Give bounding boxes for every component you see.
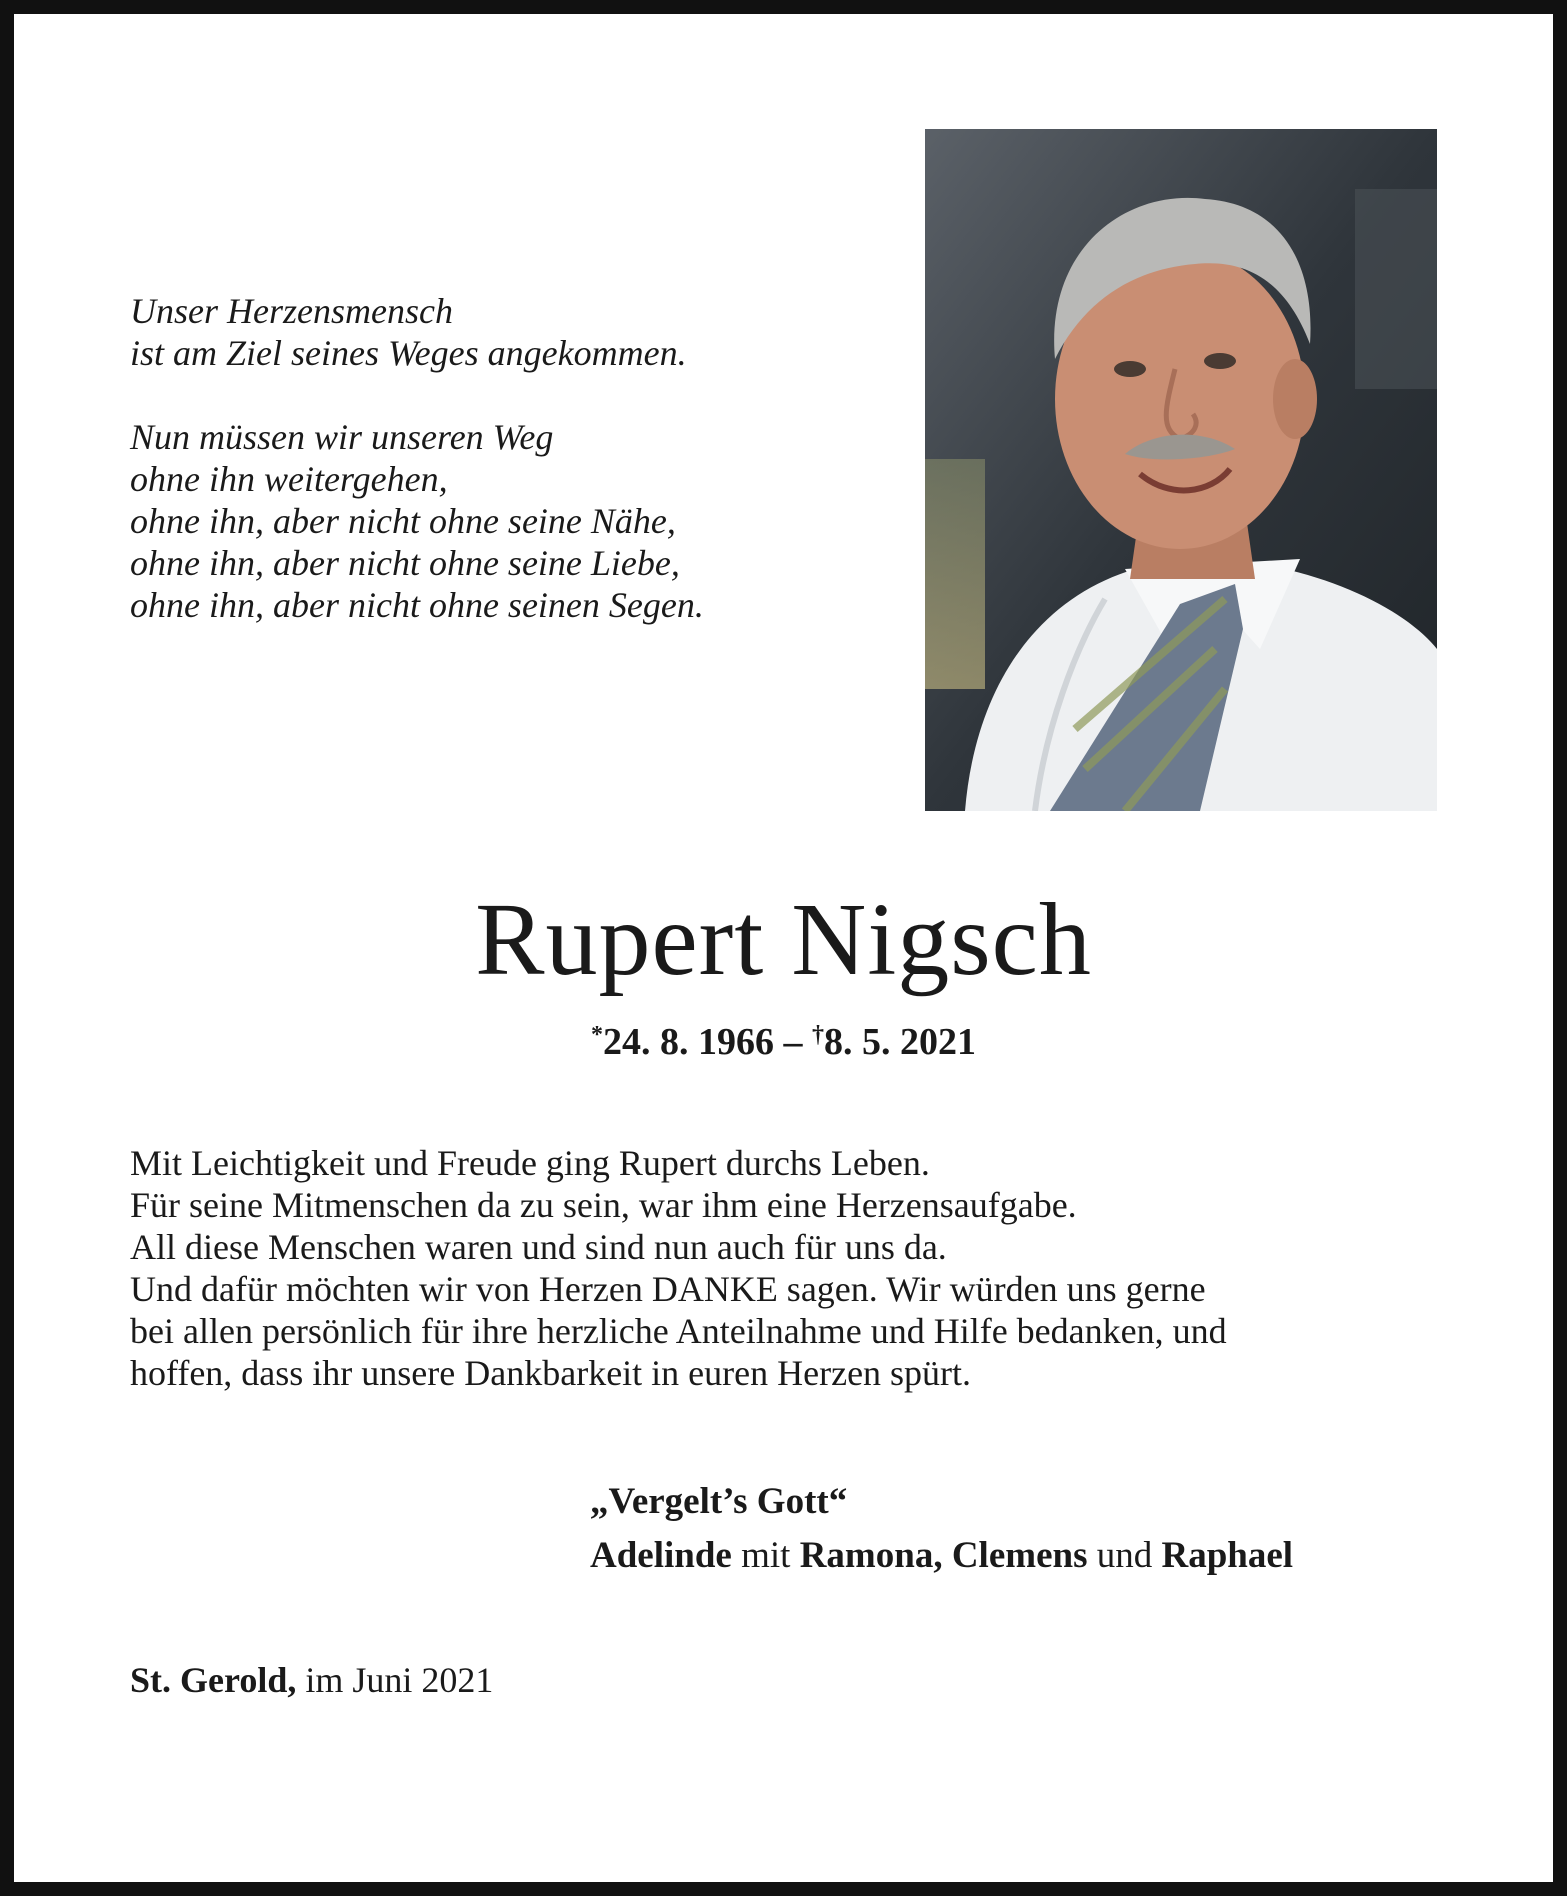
message-line: Mit Leichtigkeit und Freude ging Rupert durchs Leben. [130, 1143, 930, 1183]
date-separator: – [783, 1021, 803, 1063]
message-line: hoffen, dass ihr unsere Dankbarkeit in euren Herzen spürt. [130, 1353, 972, 1393]
death-date: 8. 5. 2021 [824, 1021, 976, 1063]
thanks-quote: „Vergelt’s Gott“ [590, 1481, 848, 1522]
poem-stanza [130, 416, 770, 626]
conjunction: und [1087, 1535, 1162, 1576]
place-date [130, 1658, 493, 1702]
poem-line: Unser Herzensmensch [130, 291, 453, 331]
deceased-name: Rupert Nigsch [475, 882, 1092, 997]
message-line: All diese Menschen waren und sind nun auch für uns da. [130, 1227, 947, 1267]
birth-date: 24. 8. 1966 [603, 1021, 774, 1063]
poem-line: ohne ihn, aber nicht ohne seine Liebe, [130, 543, 680, 583]
poem-stanza [130, 290, 770, 374]
life-dates [0, 1012, 1567, 1065]
date: im Juni 2021 [296, 1660, 494, 1700]
family-name: Ramona, Clemens [799, 1535, 1088, 1576]
message-text [130, 1142, 1438, 1394]
death-symbol: † [812, 1022, 824, 1048]
family-names [590, 1529, 1440, 1583]
place: St. Gerold, [130, 1660, 297, 1700]
thanks-block [590, 1475, 1440, 1583]
family-name: Adelinde [590, 1535, 732, 1576]
poem-line: ohne ihn, aber nicht ohne seinen Segen. [130, 585, 704, 625]
portrait-photo [925, 129, 1437, 811]
conjunction: mit [731, 1535, 800, 1576]
poem-line: Nun müssen wir unseren Weg [130, 417, 554, 457]
poem-line: ohne ihn, aber nicht ohne seine Nähe, [130, 501, 676, 541]
message-line: Und dafür möchten wir von Herzen DANKE sagen. Wir würden uns gerne [130, 1269, 1206, 1309]
family-name: Raphael [1161, 1535, 1294, 1576]
birth-symbol: * [591, 1022, 603, 1048]
message-line: bei allen persönlich für ihre herzliche Anteilnahme und Hilfe bedanken, und [130, 1311, 1227, 1351]
poem-line: ohne ihn weitergehen, [130, 459, 448, 499]
poem [130, 290, 770, 668]
portrait-illustration [925, 129, 1437, 811]
message-line: Für seine Mitmenschen da zu sein, war ihm eine Herzensaufgabe. [130, 1185, 1077, 1225]
poem-line: ist am Ziel seines Weges angekommen. [130, 333, 687, 373]
